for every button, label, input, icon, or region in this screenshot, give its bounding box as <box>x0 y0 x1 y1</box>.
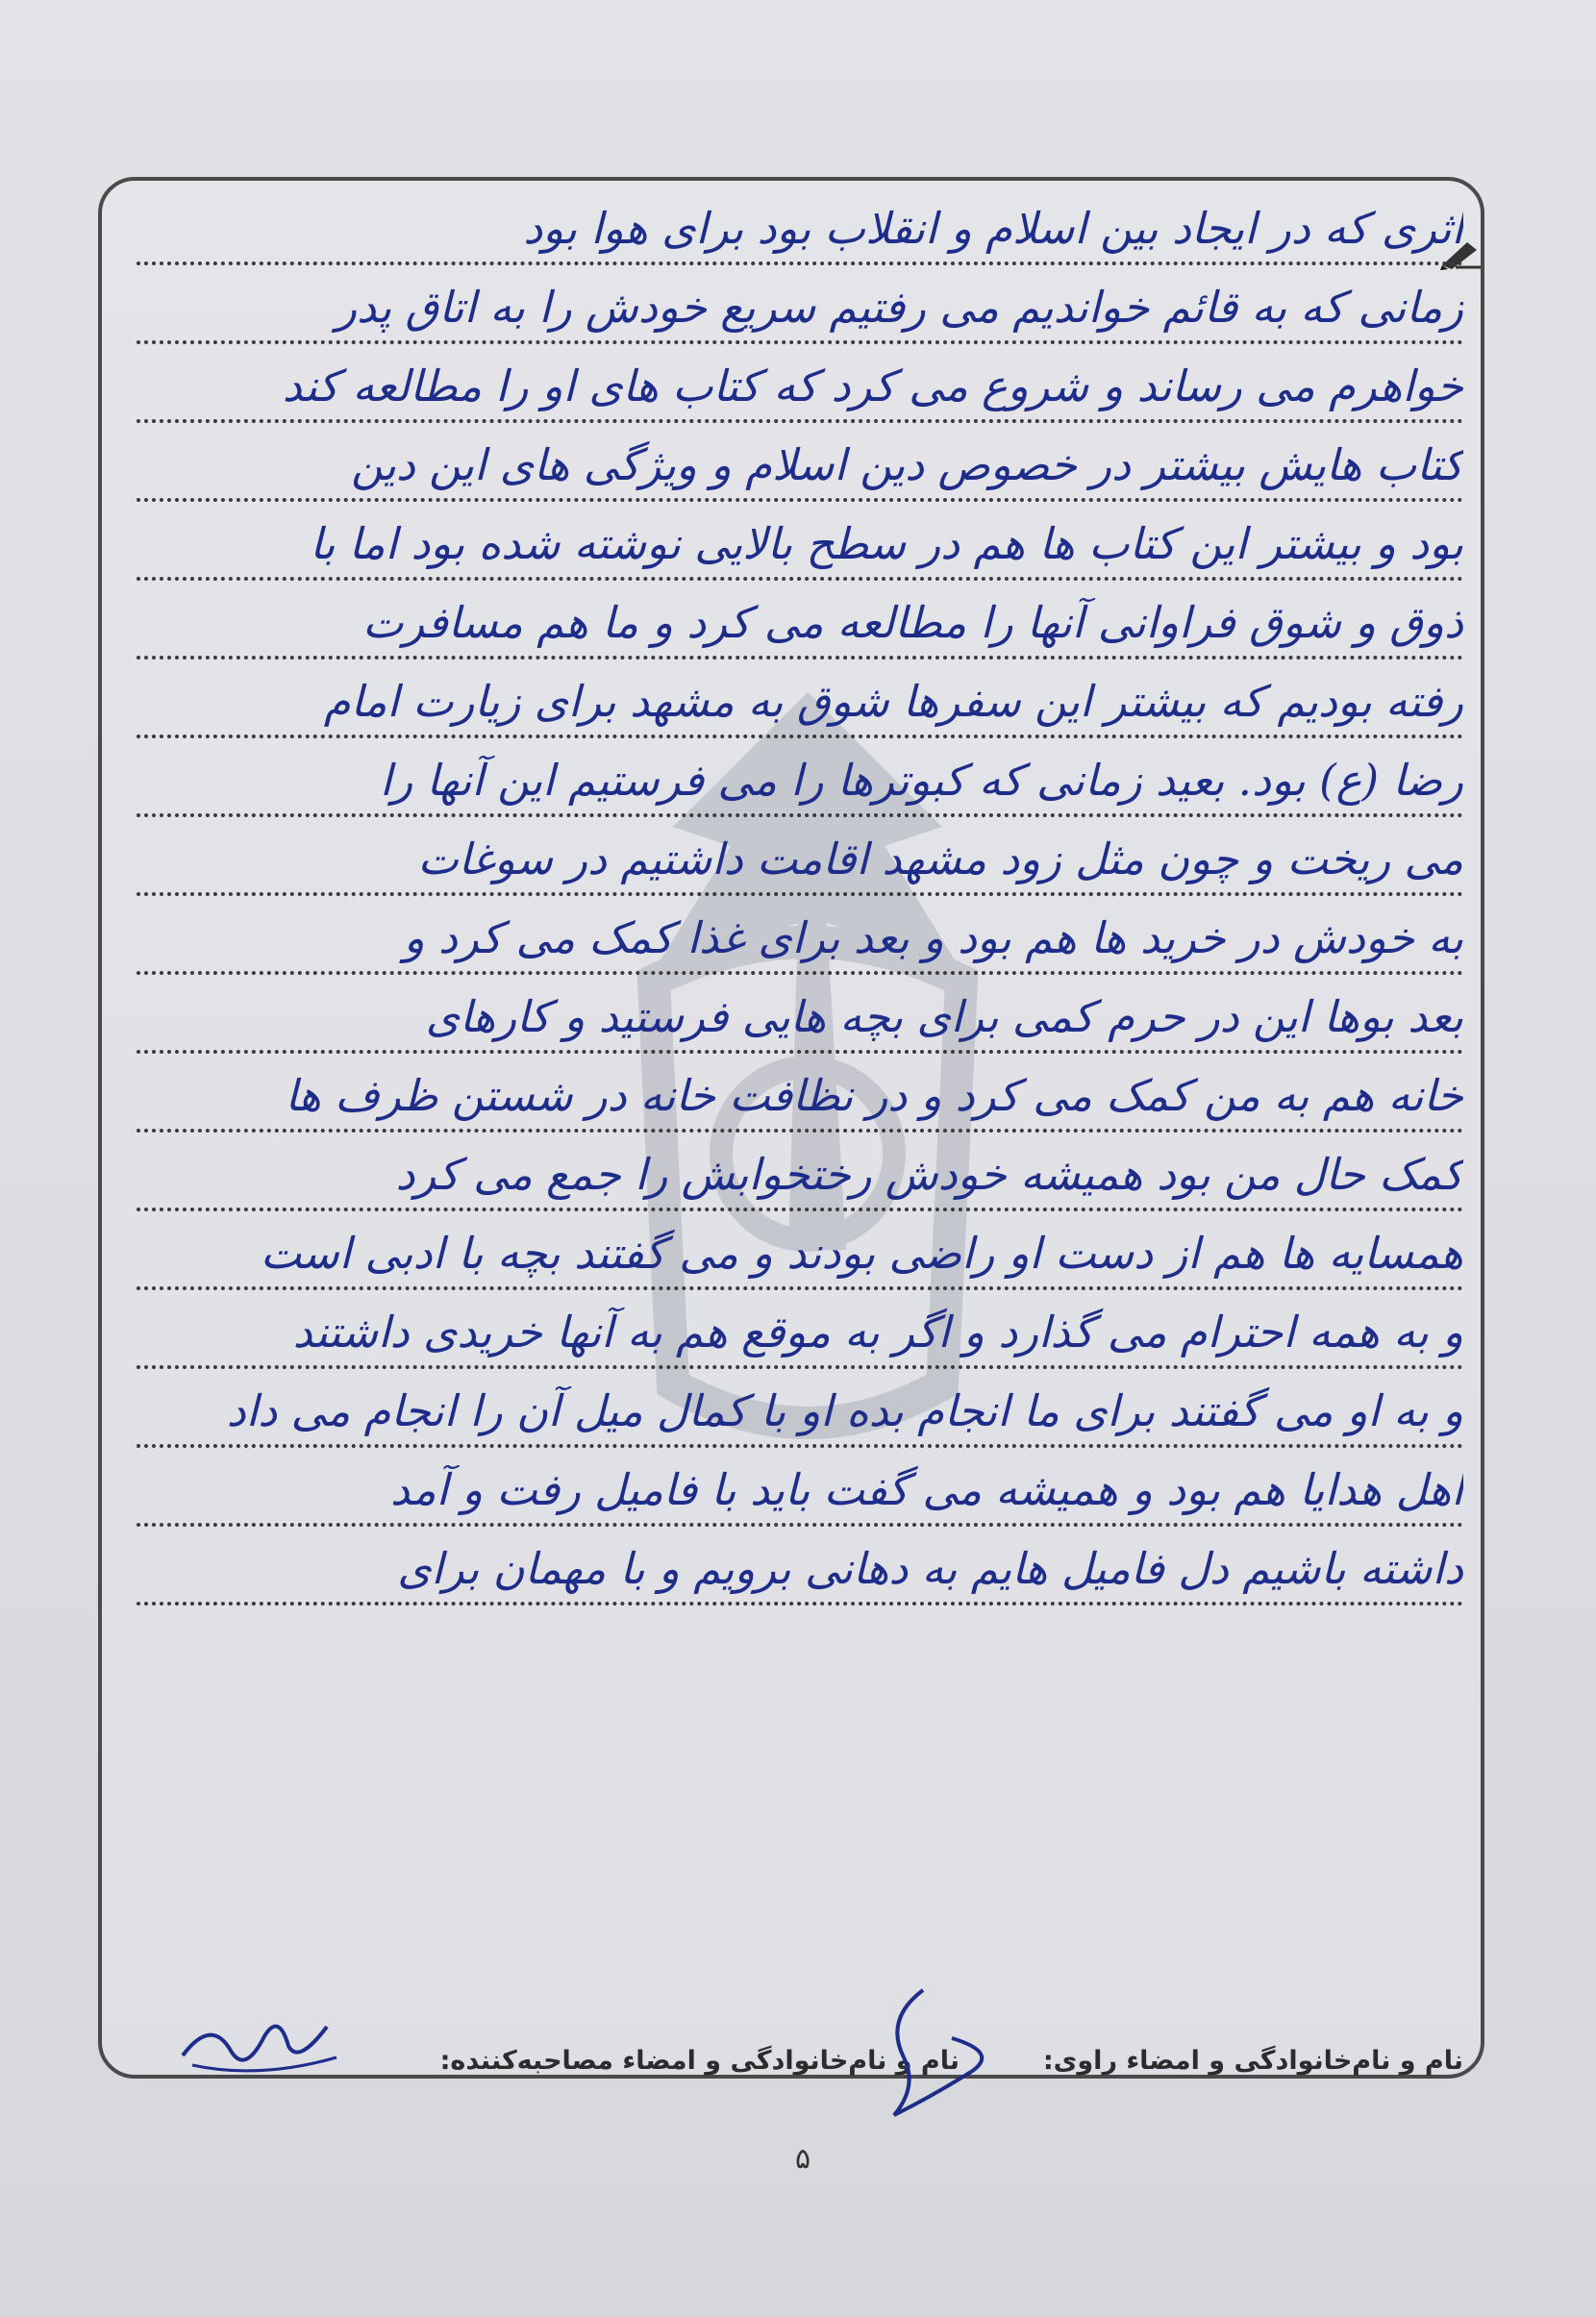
line-text: همسایه ها هم از دست او راضی بودند و می گفتند بچه با ادبی است <box>260 1229 1463 1279</box>
handwritten-line <box>137 594 1463 660</box>
handwritten-line <box>137 1225 1463 1290</box>
handwritten-line <box>137 200 1463 265</box>
line-text: رضا (ع) بود. بعید زمانی که کبوترها را می فرستیم این آنها را <box>380 756 1463 806</box>
handwritten-line <box>137 279 1463 344</box>
line-text: رفته بودیم که بیشتر این سفرها شوق به مشهد برای زیارت امام <box>323 677 1463 727</box>
handwritten-line <box>137 1540 1463 1606</box>
handwritten-line <box>137 358 1463 423</box>
interviewer-signature <box>865 1981 1010 2125</box>
handwritten-line <box>137 515 1463 581</box>
handwritten-line <box>137 752 1463 817</box>
handwritten-line <box>137 909 1463 975</box>
line-text: اهل هدایا هم بود و همیشه می گفت باید با فامیل رفت و آمد <box>389 1465 1463 1515</box>
line-text: و به او می گفتند برای ما انجام بده او با کمال میل آن را انجام می داد <box>226 1386 1463 1436</box>
handwritten-line <box>137 436 1463 502</box>
interviewer-signature-label: نام و نام‌خانوادگی و امضاء مصاحبه‌کننده: <box>439 2046 960 2076</box>
line-text: ذوق و شوق فراوانی آنها را مطالعه می کرد و ما هم مسافرت <box>362 598 1463 648</box>
line-text: به خودش در خرید ها هم بود و بعد برای غذا کمک می کرد و <box>403 913 1463 963</box>
line-text: بود و بیشتر این کتاب ها هم در سطح بالایی نوشته شده بود اما با <box>310 519 1463 569</box>
line-text: خواهرم می رساند و شروع می کرد که کتاب های او را مطالعه کند <box>282 361 1463 411</box>
handwritten-line <box>137 1461 1463 1527</box>
handwritten-line <box>137 1067 1463 1133</box>
handwritten-line <box>137 1304 1463 1369</box>
handwritten-line <box>137 1383 1463 1448</box>
line-text: زمانی که به قائم خواندیم می رفتیم سریع خودش را به اتاق پدر <box>336 283 1463 333</box>
line-text: کمک حال من بود همیشه خودش رختخوابش را جمع می کرد <box>395 1150 1463 1200</box>
page-number: ۵ <box>794 2142 811 2176</box>
line-text: می ریخت و چون مثل زود مشهد اقامت داشتیم در سوغات <box>417 835 1463 884</box>
line-text: اثری که در ایجاد بین اسلام و انقلاب بود برای هوا بود <box>523 204 1463 254</box>
line-text: بعد بوها این در حرم کمی برای بچه هایی فرستید و کارهای <box>425 992 1463 1042</box>
handwritten-line <box>137 831 1463 896</box>
handwritten-line <box>137 673 1463 738</box>
narrator-signature-label: نام و نام‌خانوادگی و امضاء راوی: <box>1042 2046 1463 2076</box>
line-text: و به همه احترام می گذارد و اگر به موقع هم به آنها خریدی داشتند <box>292 1308 1463 1358</box>
line-text: خانه هم به من کمک می کرد و در نظافت خانه در شستن ظرف ها <box>285 1071 1463 1121</box>
handwritten-line <box>137 988 1463 1054</box>
narrator-signature <box>173 1998 346 2084</box>
line-text: داشته باشیم دل فامیل هایم به دهانی برویم و با مهمان برای <box>397 1544 1463 1594</box>
handwritten-line <box>137 1146 1463 1211</box>
line-text: کتاب هایش بیشتر در خصوص دین اسلام و ویژگی های این دین <box>351 440 1463 490</box>
